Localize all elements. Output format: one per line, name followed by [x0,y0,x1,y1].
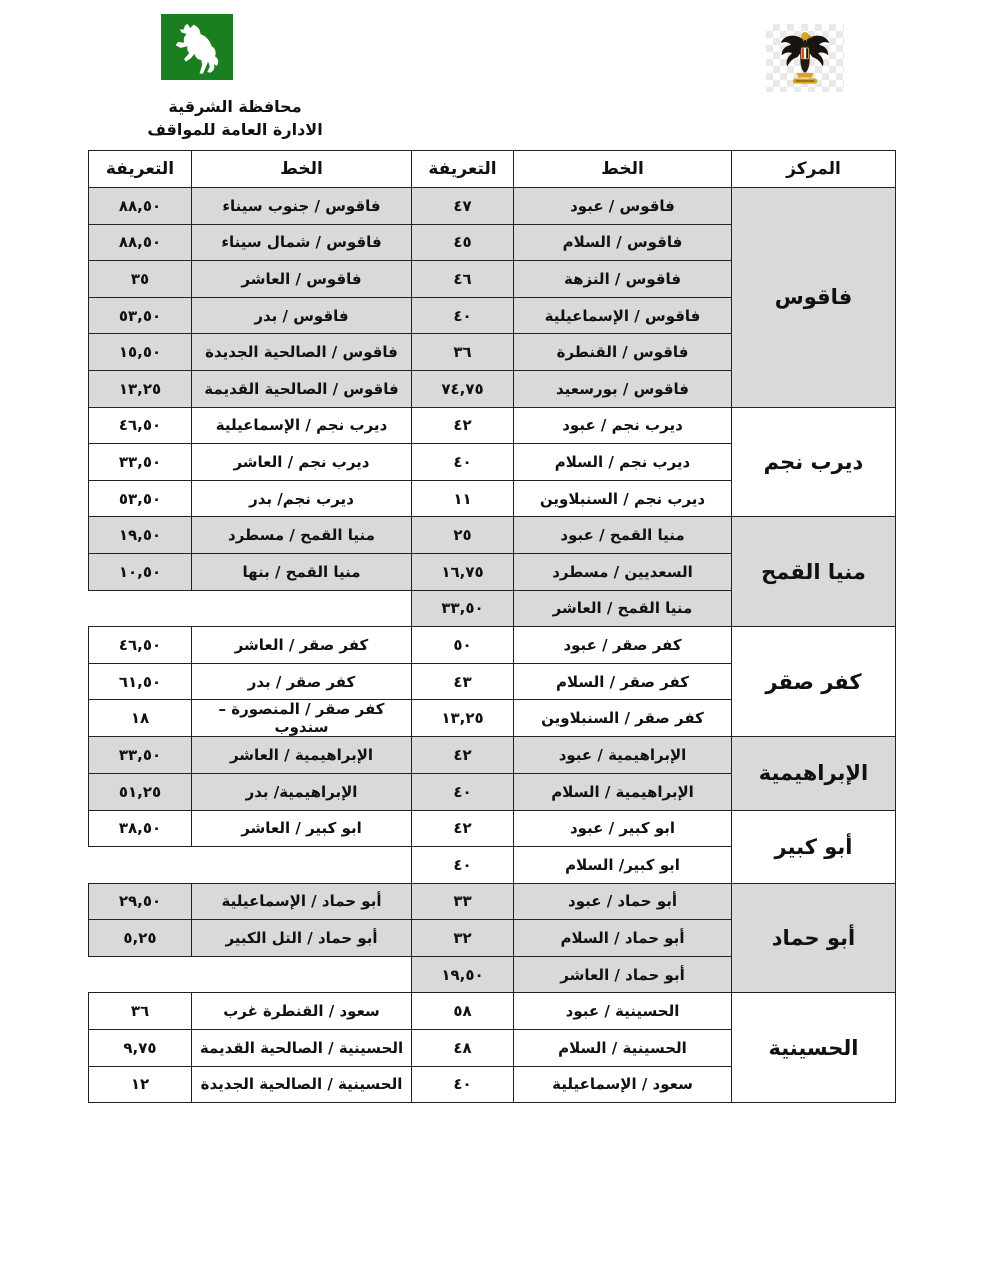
tariff-cell: ٣٨,٥٠ [89,810,192,847]
line-cell: فاقوس / عبود [514,188,732,225]
table-row [89,883,896,920]
line-cell: كفر صقر / السنبلاوين [514,700,732,737]
line-cell: فاقوس / العاشر [192,261,412,298]
line-cell: فاقوس / الصالحية الجديدة [192,334,412,371]
tariff-cell: ٤٠ [412,297,514,334]
header-tariff-right: التعريفة [412,151,514,188]
line-cell: فاقوس / السلام [514,224,732,261]
tariff-cell: ٣٥ [89,261,192,298]
table-row [89,993,896,1030]
markaz-cell: الإبراهيمية [732,737,896,810]
line-cell: ديرب نجم / السلام [514,444,732,481]
tariff-cell: ٣٦ [412,334,514,371]
markaz-cell: أبو حماد [732,883,896,993]
line-cell: منيا القمح / عبود [514,517,732,554]
tariff-cell: ١٢ [89,1066,192,1103]
tariff-cell: ٤٧ [412,188,514,225]
line-cell: ديرب نجم / العاشر [192,444,412,481]
tariff-cell: ١٩,٥٠ [412,956,514,993]
line-cell: كفر صقر / المنصورة – سندوب [192,700,412,737]
tariff-cell: ٥,٢٥ [89,920,192,957]
tariff-cell: ٩,٧٥ [89,1030,192,1067]
line-cell: فاقوس / شمال سيناء [192,224,412,261]
tariff-cell: ٦١,٥٠ [89,663,192,700]
line-cell: ديرب نجم / السنبلاوين [514,480,732,517]
tariff-cell: ٨٨,٥٠ [89,188,192,225]
tariff-cell: ٤٦,٥٠ [89,627,192,664]
markaz-cell: منيا القمح [732,517,896,627]
tariff-cell: ١١ [412,480,514,517]
tariff-cell: ٤٠ [412,847,514,884]
line-cell: فاقوس / القنطرة [514,334,732,371]
line-cell: منيا القمح / بنها [192,553,412,590]
tariff-cell: ١٥,٥٠ [89,334,192,371]
table-row [89,407,896,444]
line-cell: ديرب نجم/ بدر [192,480,412,517]
line-cell: الإبراهيمية / العاشر [192,737,412,774]
line-cell: ابو كبير/ السلام [514,847,732,884]
tariff-table [88,150,896,1103]
sharqia-horse-logo [161,14,233,80]
tariff-cell: ١٣,٢٥ [89,370,192,407]
tariff-cell: ٤٢ [412,810,514,847]
tariff-cell: ١٣,٢٥ [412,700,514,737]
white-horse-icon [165,17,229,77]
line-cell: فاقوس / الصالحية القديمة [192,370,412,407]
tariff-cell: ٤٣ [412,663,514,700]
markaz-cell: ديرب نجم [732,407,896,517]
line-cell: الحسينية / عبود [514,993,732,1030]
line-cell: الإبراهيمية / عبود [514,737,732,774]
line-cell: فاقوس / النزهة [514,261,732,298]
header-line-right: الخط [514,151,732,188]
tariff-cell: ٤٥ [412,224,514,261]
tariff-table-body [89,188,896,1103]
line-cell: فاقوس / جنوب سيناء [192,188,412,225]
egypt-eagle-logo [766,24,844,92]
line-cell: الإبراهيمية/ بدر [192,773,412,810]
markaz-cell: الحسينية [732,993,896,1103]
tariff-cell: ٥٣,٥٠ [89,480,192,517]
line-cell: سعود / القنطرة غرب [192,993,412,1030]
tariff-cell: ٤٠ [412,444,514,481]
line-cell: ابو كبير / العاشر [192,810,412,847]
line-cell: الإبراهيمية / السلام [514,773,732,810]
line-cell: كفر صقر / عبود [514,627,732,664]
empty-cell [192,956,412,993]
line-cell: السعديين / مسطرد [514,553,732,590]
administration-title: الادارة العامة للمواقف [147,120,323,139]
tariff-cell: ٣٢ [412,920,514,957]
tariff-cell: ١٩,٥٠ [89,517,192,554]
tariff-cell: ٤٢ [412,737,514,774]
line-cell: فاقوس / بورسعيد [514,370,732,407]
header-markaz: المركز [732,151,896,188]
line-cell: الحسينية / السلام [514,1030,732,1067]
line-cell: كفر صقر / بدر [192,663,412,700]
table-row [89,810,896,847]
markaz-cell: فاقوس [732,188,896,408]
eagle-icon [777,27,833,89]
line-cell: أبو حماد / عبود [514,883,732,920]
table-row [89,737,896,774]
tariff-cell: ١٠,٥٠ [89,553,192,590]
line-cell: أبو حماد / السلام [514,920,732,957]
tariff-cell: ٢٥ [412,517,514,554]
line-cell: أبو حماد / التل الكبير [192,920,412,957]
markaz-cell: أبو كبير [732,810,896,883]
tariff-cell: ٥١,٢٥ [89,773,192,810]
line-cell: منيا القمح / العاشر [514,590,732,627]
tariff-cell: ٤٨ [412,1030,514,1067]
document-titles [120,96,350,142]
tariff-cell: ٤٦,٥٠ [89,407,192,444]
tariff-cell: ٣٣,٥٠ [412,590,514,627]
tariff-cell: ٤٢ [412,407,514,444]
tariff-cell: ٣٣,٥٠ [89,737,192,774]
empty-cell [89,590,192,627]
table-row [89,627,896,664]
line-cell: منيا القمح / مسطرد [192,517,412,554]
tariff-table-grid [88,150,896,1103]
tariff-cell: ٣٣,٥٠ [89,444,192,481]
governorate-title: محافظة الشرقية [168,97,302,116]
table-row [89,517,896,554]
line-cell: كفر صقر / العاشر [192,627,412,664]
tariff-cell: ٥٨ [412,993,514,1030]
tariff-cell: ٤٠ [412,773,514,810]
tariff-cell: ٢٩,٥٠ [89,883,192,920]
empty-cell [89,847,192,884]
line-cell: فاقوس / الإسماعيلية [514,297,732,334]
table-row [89,188,896,225]
line-cell: سعود / الإسماعيلية [514,1066,732,1103]
line-cell: أبو حماد / الإسماعيلية [192,883,412,920]
tariff-cell: ١٦,٧٥ [412,553,514,590]
header-line-left: الخط [192,151,412,188]
empty-cell [192,590,412,627]
tariff-cell: ٤٦ [412,261,514,298]
tariff-cell: ٧٤,٧٥ [412,370,514,407]
tariff-cell: ٣٦ [89,993,192,1030]
header-row [89,151,896,188]
tariff-cell: ١٨ [89,700,192,737]
tariff-cell: ٣٣ [412,883,514,920]
tariff-cell: ٥٠ [412,627,514,664]
line-cell: فاقوس / بدر [192,297,412,334]
line-cell: ديرب نجم / عبود [514,407,732,444]
line-cell: ابو كبير / عبود [514,810,732,847]
markaz-cell: كفر صقر [732,627,896,737]
line-cell: كفر صقر / السلام [514,663,732,700]
line-cell: ديرب نجم / الإسماعيلية [192,407,412,444]
empty-cell [89,956,192,993]
tariff-cell: ٥٣,٥٠ [89,297,192,334]
header-tariff-left: التعريفة [89,151,192,188]
tariff-cell: ٤٠ [412,1066,514,1103]
line-cell: الحسينية / الصالحية الجديدة [192,1066,412,1103]
line-cell: أبو حماد / العاشر [514,956,732,993]
tariff-cell: ٨٨,٥٠ [89,224,192,261]
empty-cell [192,847,412,884]
line-cell: الحسينية / الصالحية القديمة [192,1030,412,1067]
